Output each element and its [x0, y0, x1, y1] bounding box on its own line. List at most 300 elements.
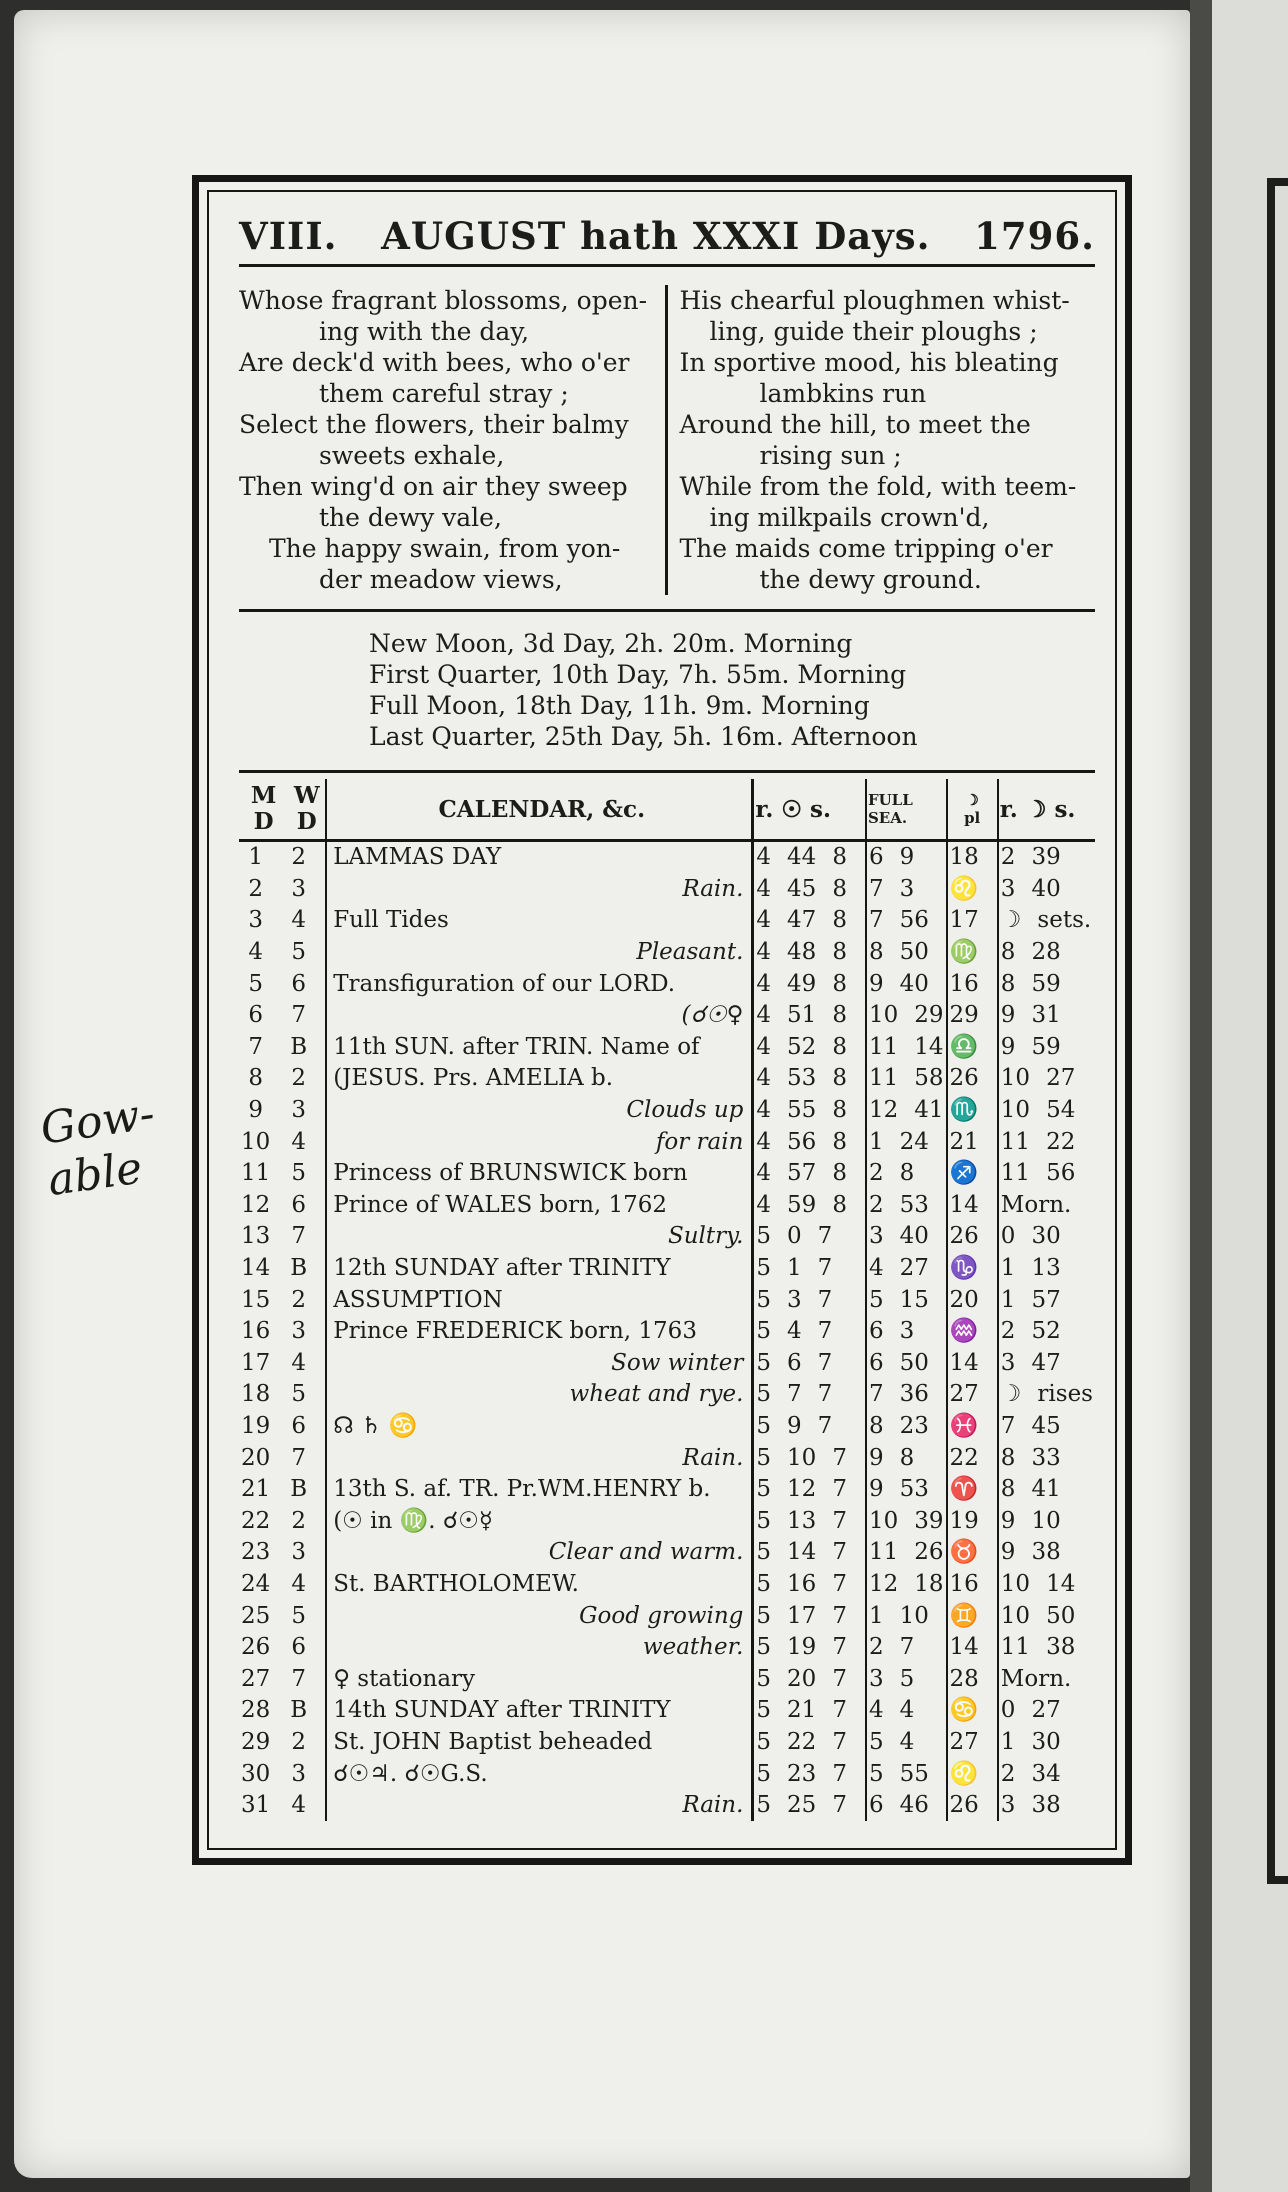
- cell-calendar-event: [326, 1663, 753, 1695]
- full-sea-hour: 4: [868, 1255, 884, 1282]
- moon-rise-minute: 38: [1031, 1792, 1061, 1819]
- moon-place: ♌: [949, 875, 979, 902]
- cell-moon-rise-set: [998, 1032, 1095, 1064]
- sun-rise-hour: 5: [756, 1476, 772, 1503]
- month-day: 21: [241, 1476, 271, 1503]
- week-day: 3: [291, 875, 307, 902]
- sun-rise-hour: 5: [756, 1760, 772, 1787]
- cell-moon-place: [947, 968, 998, 1000]
- full-sea-minute: 41: [914, 1097, 944, 1124]
- sun-rise-hour: 4: [756, 1033, 772, 1060]
- moon-place: 16: [949, 970, 979, 997]
- moon-rise-hour: Morn.: [1000, 1665, 1072, 1692]
- moon-phase-line: Full Moon, 18th Day, 11h. 9m. Morning: [369, 691, 870, 720]
- cell-moon-rise-set: [998, 1569, 1095, 1601]
- col-header-month-day-label: M D: [250, 782, 277, 835]
- moon-rise-minute: 39: [1031, 844, 1061, 871]
- moon-rise-hour: 11: [1000, 1160, 1031, 1187]
- full-sea-hour: 8: [868, 939, 884, 966]
- cell-sun-rise-set: [753, 1063, 866, 1095]
- sun-set-hour: 7: [817, 1286, 833, 1313]
- sun-rise-hour: 5: [756, 1255, 772, 1282]
- facing-page-edge: [1212, 0, 1288, 2192]
- sun-set-hour: 7: [832, 1728, 847, 1755]
- full-sea-minute: 15: [899, 1286, 929, 1313]
- sun-rise-hour: 4: [756, 907, 772, 934]
- cell-month-day: [239, 841, 288, 874]
- cell-calendar-event: [326, 1758, 753, 1790]
- moon-rise-hour: 2: [1000, 1760, 1016, 1787]
- moon-place: 14: [949, 1349, 979, 1376]
- cell-calendar-event: [326, 937, 753, 969]
- cell-calendar-event: [326, 1632, 753, 1664]
- cell-month-day: [239, 1442, 288, 1474]
- cell-moon-rise-set: [998, 905, 1095, 937]
- cell-moon-rise-set: [998, 1695, 1095, 1727]
- cell-moon-place: [947, 905, 998, 937]
- cell-week-day: [288, 1095, 326, 1127]
- sun-set-hour: 7: [832, 1570, 847, 1597]
- calendar-event: Prince of WALES born, 1762: [333, 1191, 668, 1218]
- sun-rise-hour: 5: [756, 1349, 772, 1376]
- cell-moon-rise-set: [998, 1727, 1095, 1759]
- cell-moon-place: [947, 1126, 998, 1158]
- sun-rise-hour: 5: [756, 1381, 772, 1408]
- full-sea-hour: 11: [868, 1539, 899, 1566]
- moon-rise-hour: 10: [1000, 1065, 1031, 1092]
- cell-week-day: [288, 1253, 326, 1285]
- cell-moon-place: [947, 937, 998, 969]
- table-row: [239, 1758, 1095, 1790]
- month-title: AUGUST hath XXXI Days.: [381, 214, 931, 258]
- cell-moon-place: [947, 1600, 998, 1632]
- moon-place: 14: [949, 1191, 979, 1218]
- sun-set-hour: 7: [832, 1760, 847, 1787]
- sun-set-hour: 7: [832, 1665, 847, 1692]
- moon-rise-minute: 31: [1031, 1002, 1061, 1029]
- sun-set-hour: 8: [832, 1128, 847, 1155]
- cell-sun-rise-set: [753, 1758, 866, 1790]
- moon-rise-minute: 30: [1031, 1223, 1061, 1250]
- margin-note-line-1: Gow-: [37, 1088, 158, 1155]
- handwritten-margin-note: [37, 1087, 178, 1262]
- table-row: [239, 1221, 1095, 1253]
- cell-moon-place: [947, 1190, 998, 1222]
- full-sea-hour: 11: [868, 1033, 899, 1060]
- cell-week-day: [288, 1727, 326, 1759]
- cell-month-day: [239, 1284, 288, 1316]
- cell-full-sea: [866, 1537, 947, 1569]
- cell-full-sea: [866, 1253, 947, 1285]
- sun-rise-hour: 4: [756, 970, 772, 997]
- full-sea-hour: 5: [868, 1760, 884, 1787]
- cell-moon-place: [947, 1284, 998, 1316]
- sun-set-hour: 7: [832, 1539, 847, 1566]
- table-row: [239, 1032, 1095, 1064]
- full-sea-hour: 8: [868, 1412, 884, 1439]
- month-number: VIII.: [239, 214, 338, 258]
- table-row: [239, 1253, 1095, 1285]
- moon-place: 16: [949, 1570, 979, 1597]
- cell-week-day: [288, 1379, 326, 1411]
- sun-rise-minute: 49: [787, 970, 817, 997]
- weather-note: (☌☉♀: [681, 1002, 744, 1029]
- sun-rise-minute: 0: [787, 1223, 802, 1250]
- weather-note: Rain.: [682, 1792, 744, 1819]
- cell-moon-rise-set: [998, 1095, 1095, 1127]
- cell-full-sea: [866, 968, 947, 1000]
- cell-full-sea: [866, 1442, 947, 1474]
- cell-calendar-event: [326, 1727, 753, 1759]
- full-sea-minute: 14: [914, 1033, 944, 1060]
- cell-full-sea: [866, 1727, 947, 1759]
- cell-month-day: [239, 1253, 288, 1285]
- weather-note: weather.: [642, 1634, 744, 1661]
- full-sea-hour: 2: [868, 1634, 884, 1661]
- cell-calendar-event: [326, 841, 753, 874]
- col-header-moon-place: [947, 779, 998, 841]
- cell-moon-place: [947, 1663, 998, 1695]
- full-sea-minute: 5: [899, 1665, 915, 1692]
- full-sea-hour: 9: [868, 1476, 884, 1503]
- poem-line: der meadow views,: [319, 565, 563, 594]
- weather-note: Good growing: [579, 1602, 744, 1629]
- month-header: [239, 206, 1095, 267]
- full-sea-minute: 7: [899, 1634, 915, 1661]
- cell-month-day: [239, 905, 288, 937]
- weather-note: Clear and warm.: [548, 1539, 744, 1566]
- moon-place: 27: [949, 1381, 979, 1408]
- month-day: 18: [241, 1381, 271, 1408]
- sun-rise-hour: 5: [756, 1444, 772, 1471]
- cell-sun-rise-set: [753, 1600, 866, 1632]
- cell-calendar-event: [326, 1474, 753, 1506]
- cell-sun-rise-set: [753, 1663, 866, 1695]
- week-day: 2: [291, 1065, 307, 1092]
- cell-moon-rise-set: [998, 1063, 1095, 1095]
- sun-set-hour: 7: [817, 1255, 833, 1282]
- moon-rise-minute: 50: [1046, 1602, 1076, 1629]
- sun-rise-minute: 17: [787, 1602, 817, 1629]
- moon-place: 26: [949, 1065, 979, 1092]
- moon-rise-hour: 8: [1000, 1444, 1016, 1471]
- poem-line: His chearful ploughmen whist-: [679, 286, 1070, 315]
- poem-right-column: [668, 285, 1096, 595]
- full-sea-minute: 3: [899, 1318, 915, 1345]
- sun-rise-minute: 20: [787, 1665, 817, 1692]
- moon-rise-minute: 38: [1046, 1634, 1076, 1661]
- week-day: 5: [291, 1160, 307, 1187]
- full-sea-hour: 10: [868, 1002, 899, 1029]
- cell-moon-rise-set: [998, 1316, 1095, 1348]
- calendar-event: LAMMAS DAY: [333, 844, 502, 871]
- moon-rise-minute: 22: [1046, 1128, 1076, 1155]
- sun-rise-hour: 4: [756, 1191, 772, 1218]
- month-day: 5: [248, 970, 263, 997]
- sun-set-hour: 7: [832, 1602, 847, 1629]
- moon-place: ♋: [949, 1697, 979, 1724]
- moon-rise-hour: 9: [1000, 1539, 1016, 1566]
- table-row: [239, 937, 1095, 969]
- poem-line: Then wing'd on air they sweep: [239, 472, 628, 501]
- cell-moon-place: [947, 1032, 998, 1064]
- table-row: [239, 1600, 1095, 1632]
- moon-rise-minute: 59: [1031, 970, 1061, 997]
- sun-rise-minute: 14: [787, 1539, 817, 1566]
- cell-calendar-event: [326, 1600, 753, 1632]
- sun-rise-minute: 1: [787, 1255, 802, 1282]
- table-row: [239, 1505, 1095, 1537]
- full-sea-minute: 4: [899, 1728, 915, 1755]
- col-header-moon-place-bottom: pl: [964, 809, 981, 827]
- sun-rise-minute: 23: [787, 1760, 817, 1787]
- moon-rise-minute: 41: [1031, 1476, 1061, 1503]
- table-row: [239, 874, 1095, 906]
- calendar-event: Full Tides: [333, 907, 449, 934]
- table-row: [239, 1632, 1095, 1664]
- table-row: [239, 841, 1095, 874]
- cell-month-day: [239, 1569, 288, 1601]
- sun-rise-minute: 6: [787, 1349, 802, 1376]
- cell-week-day: [288, 1158, 326, 1190]
- cell-sun-rise-set: [753, 1537, 866, 1569]
- cell-sun-rise-set: [753, 841, 866, 874]
- cell-month-day: [239, 1600, 288, 1632]
- cell-sun-rise-set: [753, 1032, 866, 1064]
- cell-week-day: [288, 1569, 326, 1601]
- poem-line: the dewy ground.: [759, 565, 982, 594]
- cell-calendar-event: [326, 1032, 753, 1064]
- table-row: [239, 1095, 1095, 1127]
- sun-rise-hour: 5: [756, 1412, 772, 1439]
- month-day: 29: [241, 1728, 271, 1755]
- calendar-event: ☌☉♃. ☌☉G.S.: [333, 1760, 488, 1787]
- sun-rise-minute: 53: [787, 1065, 817, 1092]
- full-sea-minute: 4: [899, 1697, 915, 1724]
- week-day: 6: [291, 970, 307, 997]
- cell-full-sea: [866, 905, 947, 937]
- full-sea-minute: 36: [899, 1381, 929, 1408]
- col-header-moon-place-top: ☽: [965, 791, 979, 809]
- sun-rise-hour: 5: [756, 1507, 772, 1534]
- full-sea-hour: 6: [868, 1349, 884, 1376]
- full-sea-minute: 8: [899, 1444, 915, 1471]
- calendar-event: ASSUMPTION: [333, 1286, 503, 1313]
- full-sea-minute: 10: [899, 1602, 929, 1629]
- cell-moon-rise-set: [998, 1348, 1095, 1380]
- cell-full-sea: [866, 1632, 947, 1664]
- full-sea-minute: 9: [899, 844, 915, 871]
- month-day: 10: [241, 1128, 271, 1155]
- col-header-full-sea-top: FULL: [867, 791, 913, 809]
- cell-moon-place: [947, 1411, 998, 1443]
- moon-rise-hour: 3: [1000, 875, 1016, 902]
- cell-moon-place: [947, 1316, 998, 1348]
- moon-rise-hour: 9: [1000, 1002, 1016, 1029]
- cell-full-sea: [866, 1505, 947, 1537]
- sun-rise-minute: 56: [787, 1128, 817, 1155]
- full-sea-hour: 3: [868, 1665, 884, 1692]
- full-sea-hour: 6: [868, 844, 884, 871]
- poem-line: Whose fragrant blossoms, open-: [239, 286, 648, 315]
- calendar-event: (☉ in ♍. ☌☉☿: [333, 1507, 494, 1534]
- cell-full-sea: [866, 1411, 947, 1443]
- moon-rise-hour: 8: [1000, 1476, 1016, 1503]
- week-day: 5: [291, 1381, 307, 1408]
- moon-place: ♍: [949, 939, 979, 966]
- moon-phases: [239, 612, 1095, 773]
- cell-moon-rise-set: [998, 1190, 1095, 1222]
- table-row: [239, 1411, 1095, 1443]
- month-day: 1: [248, 844, 263, 871]
- week-day: B: [290, 1697, 308, 1724]
- cell-moon-rise-set: [998, 1442, 1095, 1474]
- cell-week-day: [288, 1126, 326, 1158]
- sun-set-hour: 7: [817, 1381, 833, 1408]
- moon-place: 21: [949, 1128, 979, 1155]
- full-sea-minute: 29: [914, 1002, 944, 1029]
- cell-sun-rise-set: [753, 905, 866, 937]
- weather-note: for rain: [655, 1128, 744, 1155]
- cell-full-sea: [866, 1032, 947, 1064]
- moon-rise-minute: sets.: [1037, 907, 1092, 934]
- month-day: 7: [248, 1033, 263, 1060]
- full-sea-minute: 40: [899, 1223, 929, 1250]
- cell-week-day: [288, 1632, 326, 1664]
- cell-week-day: [288, 1063, 326, 1095]
- cell-month-day: [239, 1379, 288, 1411]
- sun-rise-hour: 5: [756, 1570, 772, 1597]
- cell-moon-place: [947, 1221, 998, 1253]
- sun-rise-hour: 5: [756, 1792, 772, 1819]
- cell-calendar-event: [326, 1190, 753, 1222]
- sun-rise-minute: 22: [787, 1728, 817, 1755]
- cell-moon-place: [947, 1569, 998, 1601]
- cell-week-day: [288, 1000, 326, 1032]
- cell-full-sea: [866, 1095, 947, 1127]
- moon-rise-hour: 10: [1000, 1097, 1031, 1124]
- cell-sun-rise-set: [753, 874, 866, 906]
- month-day: 31: [241, 1792, 271, 1819]
- table-row: [239, 1790, 1095, 1822]
- moon-rise-minute: 27: [1031, 1697, 1061, 1724]
- weather-note: Sultry.: [667, 1223, 744, 1250]
- week-day: 7: [291, 1444, 307, 1471]
- cell-month-day: [239, 1758, 288, 1790]
- month-day: 28: [241, 1697, 271, 1724]
- sun-rise-hour: 5: [756, 1602, 772, 1629]
- month-day: 22: [241, 1507, 271, 1534]
- cell-week-day: [288, 1600, 326, 1632]
- cell-month-day: [239, 1505, 288, 1537]
- cell-sun-rise-set: [753, 1284, 866, 1316]
- month-day: 13: [241, 1223, 271, 1250]
- moon-rise-minute: 52: [1031, 1318, 1061, 1345]
- cell-sun-rise-set: [753, 1442, 866, 1474]
- sun-rise-minute: 16: [787, 1570, 817, 1597]
- moon-place: ♐: [949, 1160, 979, 1187]
- full-sea-minute: 55: [899, 1760, 929, 1787]
- moon-place: 20: [949, 1286, 979, 1313]
- moon-rise-hour: 2: [1000, 844, 1016, 871]
- table-row: [239, 1158, 1095, 1190]
- sun-rise-minute: 9: [787, 1412, 802, 1439]
- table-row: [239, 1663, 1095, 1695]
- moon-rise-hour: 7: [1000, 1412, 1016, 1439]
- cell-full-sea: [866, 874, 947, 906]
- cell-calendar-event: [326, 1221, 753, 1253]
- cell-moon-place: [947, 1095, 998, 1127]
- table-row: [239, 1348, 1095, 1380]
- moon-rise-minute: 40: [1031, 875, 1061, 902]
- full-sea-hour: 3: [868, 1223, 884, 1250]
- moon-rise-minute: 28: [1031, 939, 1061, 966]
- moon-rise-hour: 1: [1000, 1255, 1016, 1282]
- month-day: 15: [241, 1286, 271, 1313]
- cell-moon-rise-set: [998, 1474, 1095, 1506]
- moon-place: ♉: [949, 1539, 979, 1566]
- month-day: 25: [241, 1602, 271, 1629]
- cell-full-sea: [866, 1221, 947, 1253]
- cell-moon-place: [947, 1442, 998, 1474]
- cell-week-day: [288, 1537, 326, 1569]
- cell-full-sea: [866, 1284, 947, 1316]
- full-sea-minute: 53: [899, 1476, 929, 1503]
- cell-week-day: [288, 905, 326, 937]
- full-sea-hour: 11: [868, 1065, 899, 1092]
- sun-rise-hour: 4: [756, 1160, 772, 1187]
- month-day: 19: [241, 1412, 271, 1439]
- cell-moon-place: [947, 1790, 998, 1822]
- cell-calendar-event: [326, 1063, 753, 1095]
- table-row: [239, 1537, 1095, 1569]
- month-day: 12: [241, 1191, 271, 1218]
- month-day: 14: [241, 1255, 271, 1282]
- month-day: 20: [241, 1444, 271, 1471]
- table-row: [239, 1442, 1095, 1474]
- full-sea-minute: 23: [899, 1412, 929, 1439]
- sun-set-hour: 7: [832, 1697, 847, 1724]
- poem-line: In sportive mood, his bleating: [679, 348, 1059, 377]
- sun-rise-minute: 45: [787, 875, 817, 902]
- sun-set-hour: 8: [832, 1065, 847, 1092]
- col-header-full-sea: [866, 779, 947, 841]
- full-sea-hour: 6: [868, 1318, 884, 1345]
- cell-sun-rise-set: [753, 1790, 866, 1822]
- week-day: 6: [291, 1412, 307, 1439]
- cell-moon-place: [947, 1727, 998, 1759]
- table-row: [239, 968, 1095, 1000]
- sun-set-hour: 7: [832, 1792, 847, 1819]
- cell-week-day: [288, 1284, 326, 1316]
- cell-sun-rise-set: [753, 1158, 866, 1190]
- cell-moon-place: [947, 874, 998, 906]
- col-header-full-sea-bottom: SEA.: [867, 809, 908, 827]
- sun-set-hour: 8: [832, 875, 847, 902]
- weather-note: Rain.: [682, 1444, 744, 1471]
- month-day: 23: [241, 1539, 271, 1566]
- cell-calendar-event: [326, 1790, 753, 1822]
- cell-calendar-event: [326, 905, 753, 937]
- week-day: 7: [291, 1002, 307, 1029]
- moon-place: 14: [949, 1634, 979, 1661]
- cell-full-sea: [866, 1379, 947, 1411]
- full-sea-hour: 10: [868, 1507, 899, 1534]
- cell-full-sea: [866, 1758, 947, 1790]
- poem-line: rising sun ;: [759, 441, 902, 470]
- col-header-month-day: [239, 779, 288, 841]
- week-day: 3: [291, 1318, 307, 1345]
